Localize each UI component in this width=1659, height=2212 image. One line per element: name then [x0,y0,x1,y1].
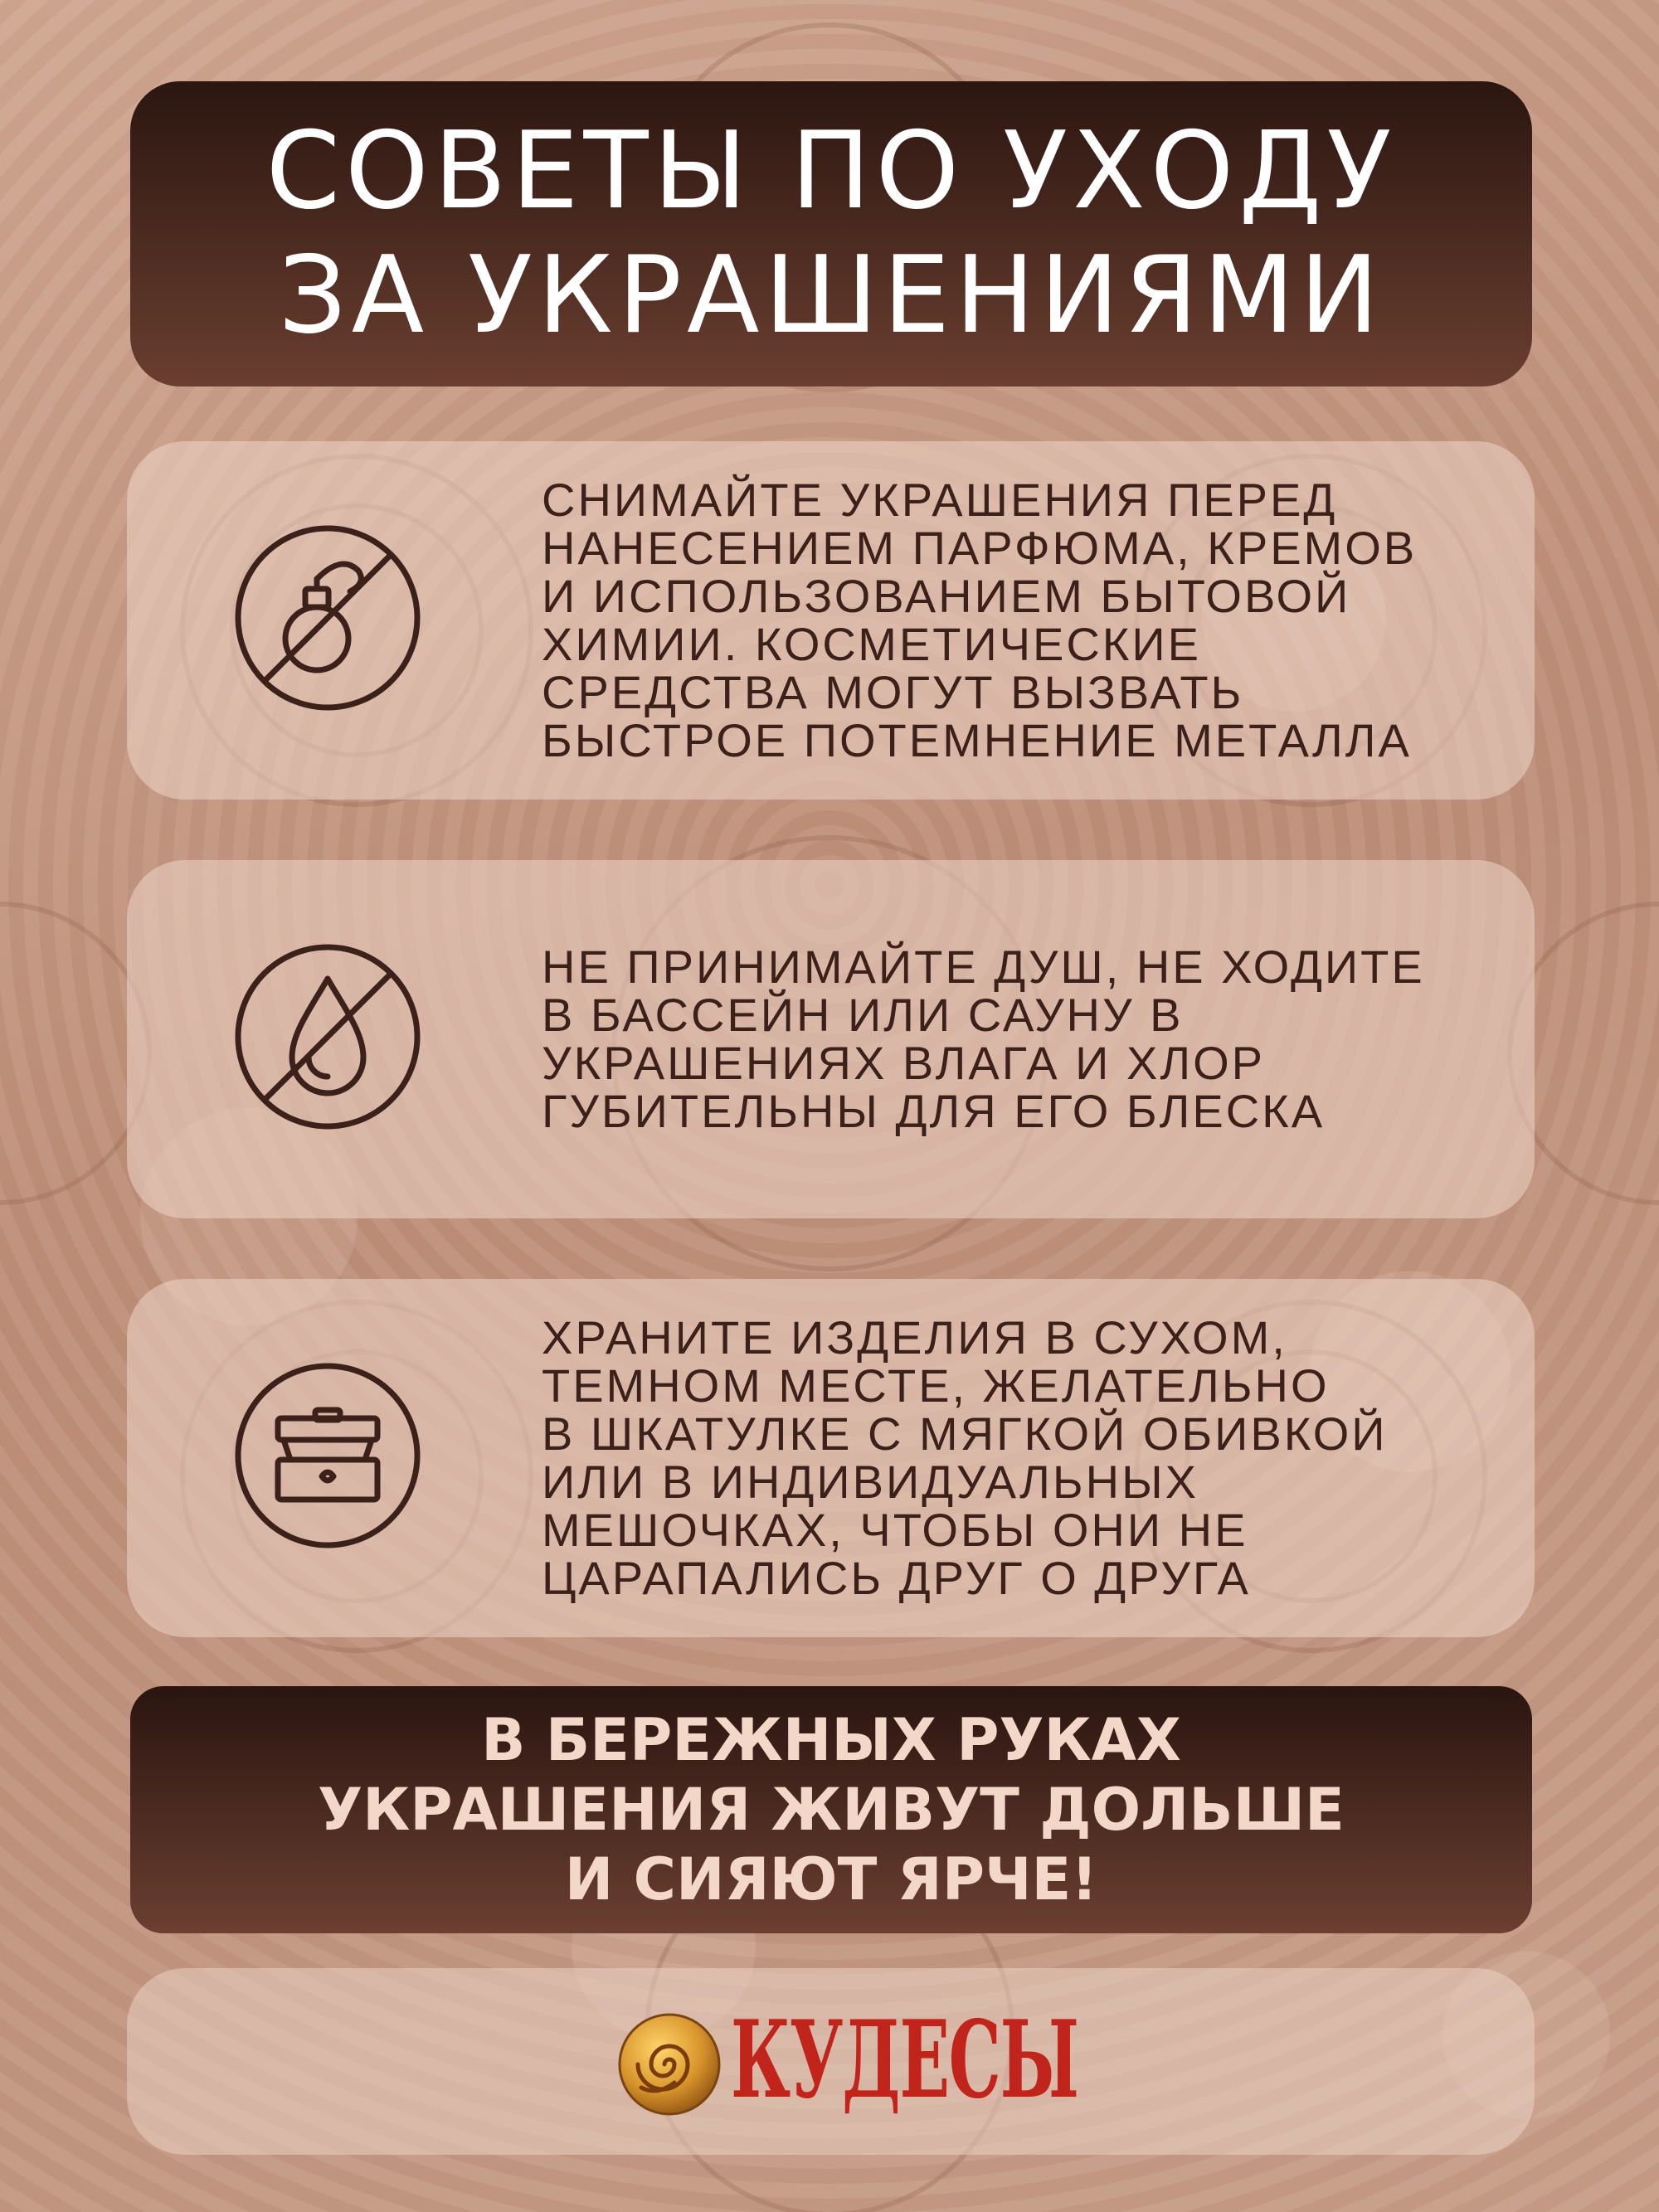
tip-card-water [127,860,1535,1218]
brand-panel [127,1968,1535,2155]
no-perfume-icon [232,523,423,713]
tip-text [542,441,1520,800]
tip-line: СНИМАЙТЕ УКРАШЕНИЯ ПЕРЕД [542,474,1338,526]
no-water-drop-icon [232,941,423,1132]
tip-line: ГУБИТЕЛЬНЫ ДЛЯ ЕГО БЛЕСКА [542,1085,1326,1137]
tip-line: ИЛИ В ИНДИВИДУАЛЬНЫХ [542,1456,1199,1508]
tip-line: НЕ ПРИНИМАЙТЕ ДУШ, НЕ ХОДИТЕ [542,941,1425,993]
slogan-line-1: В БЕРЕЖНЫХ РУКАХ [481,1706,1181,1774]
title-banner [130,81,1532,386]
title-line-2: ЗА УКРАШЕНИЯМИ [278,234,1384,357]
tip-line: НАНЕСЕНИЕМ ПАРФЮМА, КРЕМОВ [542,522,1418,574]
slogan-line-2: УКРАШЕНИЯ ЖИВУТ ДОЛЬШЕ [318,1776,1345,1844]
tip-line: БЫСТРОЕ ПОТЕМНЕНИЕ МЕТАЛЛА [542,714,1412,766]
tip-line: В БАССЕЙН ИЛИ САУНУ В [542,989,1184,1041]
tip-card-storage [127,1279,1535,1637]
golden-swirl-logo-icon [616,2011,722,2117]
slogan-banner [130,1686,1532,1933]
tip-line: ЦАРАПАЛИСЬ ДРУГ О ДРУГА [542,1552,1251,1604]
tip-line: В ШКАТУЛКЕ С МЯГКОЙ ОБИВКОЙ [542,1407,1388,1460]
title-line-1: СОВЕТЫ ПО УХОДУ [265,109,1397,233]
tip-line: МЕШОЧКАХ, ЧТОБЫ ОНИ НЕ [542,1504,1248,1556]
tip-card-perfume [127,441,1535,800]
tip-line: ХРАНИТЕ ИЗДЕЛИЯ В СУХОМ, [542,1311,1287,1364]
tip-line: УКРАШЕНИЯХ ВЛАГА И ХЛОР [542,1037,1266,1089]
jewelry-box-icon [232,1360,423,1551]
brand-wordmark: КУДЕСЫ [731,1998,1078,2122]
tip-text [542,1279,1520,1637]
slogan-line-3: И СИЯЮТ ЯРЧЕ! [564,1845,1098,1913]
tip-text [542,860,1520,1218]
tip-line: ХИМИИ. КОСМЕТИЧЕСКИЕ [542,618,1202,670]
tip-line: И ИСПОЛЬЗОВАНИЕМ БЫТОВОЙ [542,570,1351,622]
tip-line: СРЕДСТВА МОГУТ ВЫЗВАТЬ [542,666,1244,718]
tip-line: ТЕМНОМ МЕСТЕ, ЖЕЛАТЕЛЬНО [542,1359,1330,1412]
